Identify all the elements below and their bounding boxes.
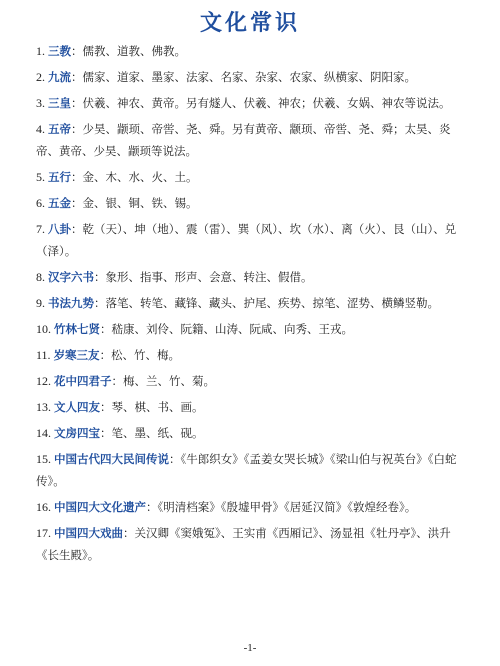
item-content: ：象形、指事、形声、会意、转注、假借。 bbox=[94, 270, 313, 284]
item-content: ：关汉卿《窦娥冤》、王实甫《西厢记》、汤显祖《牡丹亭》、洪升《长生殿》。 bbox=[36, 526, 451, 562]
item-term: 中国古代四大民间传说 bbox=[54, 452, 169, 466]
item-term: 中国四大文化遗产 bbox=[54, 500, 146, 514]
list-item bbox=[36, 166, 472, 188]
item-content: ：嵇康、刘伶、阮籍、山涛、阮咸、向秀、王戎。 bbox=[100, 322, 353, 336]
list-item bbox=[36, 344, 472, 366]
item-number: 16. bbox=[36, 500, 51, 514]
item-number: 8. bbox=[36, 270, 45, 284]
item-number: 10. bbox=[36, 322, 51, 336]
item-content: ：儒家、道家、墨家、法家、名家、杂家、农家、纵横家、阴阳家。 bbox=[71, 70, 416, 84]
item-number: 5. bbox=[36, 170, 45, 184]
item-content: ：落笔、转笔、藏锋、藏头、护尾、疾势、掠笔、涩势、横鳞竖勒。 bbox=[94, 296, 439, 310]
item-content: ：松、竹、梅。 bbox=[99, 348, 181, 362]
item-term: 竹林七贤 bbox=[54, 322, 100, 336]
item-content: ：梅、兰、竹、菊。 bbox=[111, 374, 215, 388]
item-content: ：伏羲、神农、黄帝。另有燧人、伏羲、神农；伏羲、女娲、神农等说法。 bbox=[71, 96, 451, 110]
item-content: ：儒教、道教、佛教。 bbox=[71, 44, 186, 58]
list-item bbox=[36, 318, 472, 340]
item-term: 中国四大戏曲 bbox=[54, 526, 123, 540]
item-number: 15. bbox=[36, 452, 51, 466]
list-item bbox=[36, 192, 472, 214]
item-term: 文房四宝 bbox=[54, 426, 100, 440]
item-number: 6. bbox=[36, 196, 45, 210]
item-content: ：乾（天）、坤（地）、震（雷）、巽（风）、坎（水）、离（火）、艮（山）、兑（泽）。 bbox=[36, 222, 457, 258]
item-content: ：《牛郎织女》《孟姜女哭长城》《梁山伯与祝英台》《白蛇传》。 bbox=[36, 452, 457, 488]
item-term: 汉字六书 bbox=[48, 270, 94, 284]
item-number: 3. bbox=[36, 96, 45, 110]
item-term: 书法九势 bbox=[48, 296, 94, 310]
item-content: ：琴、棋、书、画。 bbox=[100, 400, 204, 414]
item-content: ：笔、墨、纸、砚。 bbox=[100, 426, 204, 440]
list-item bbox=[36, 92, 472, 114]
list-item bbox=[36, 522, 472, 566]
item-number: 9. bbox=[36, 296, 45, 310]
list-item bbox=[36, 218, 472, 262]
item-number: 13. bbox=[36, 400, 51, 414]
item-term: 花中四君子 bbox=[54, 374, 112, 388]
item-term: 岁寒三友 bbox=[53, 348, 100, 362]
item-term: 三皇 bbox=[48, 96, 71, 110]
culture-list bbox=[36, 40, 472, 570]
page-title: 文化常识 bbox=[199, 11, 300, 36]
item-number: 4. bbox=[36, 122, 45, 136]
item-term: 八卦 bbox=[48, 222, 71, 236]
list-item bbox=[36, 422, 472, 444]
item-content: ：少昊、颛顼、帝喾、尧、舜。另有黄帝、颛顼、帝喾、尧、舜；太昊、炎帝、黄帝、少昊、颛顼等说法。 bbox=[36, 122, 451, 158]
item-content: ：《明清档案》《殷墟甲骨》《居延汉简》《敦煌经卷》。 bbox=[146, 500, 417, 514]
item-term: 九流 bbox=[48, 70, 71, 84]
list-item bbox=[36, 292, 472, 314]
item-number: 7. bbox=[36, 222, 45, 236]
list-item bbox=[36, 370, 472, 392]
item-term: 文人四友 bbox=[54, 400, 100, 414]
list-item bbox=[36, 396, 472, 418]
list-item bbox=[36, 266, 472, 288]
item-content: ：金、银、铜、铁、锡。 bbox=[71, 196, 198, 210]
list-item bbox=[36, 118, 472, 162]
item-number: 11. bbox=[36, 348, 51, 362]
list-item bbox=[36, 448, 472, 492]
item-number: 1. bbox=[36, 44, 45, 58]
item-term: 五金 bbox=[48, 196, 71, 210]
item-term: 五帝 bbox=[48, 122, 71, 136]
item-number: 2. bbox=[36, 70, 45, 84]
item-number: 17. bbox=[36, 526, 51, 540]
list-item bbox=[36, 496, 472, 518]
item-term: 三教 bbox=[48, 44, 71, 58]
item-content: ：金、木、水、火、土。 bbox=[71, 170, 198, 184]
item-number: 12. bbox=[36, 374, 51, 388]
page-number: -1- bbox=[243, 642, 257, 654]
item-number: 14. bbox=[36, 426, 51, 440]
list-item bbox=[36, 40, 472, 62]
list-item bbox=[36, 66, 472, 88]
item-term: 五行 bbox=[48, 170, 71, 184]
